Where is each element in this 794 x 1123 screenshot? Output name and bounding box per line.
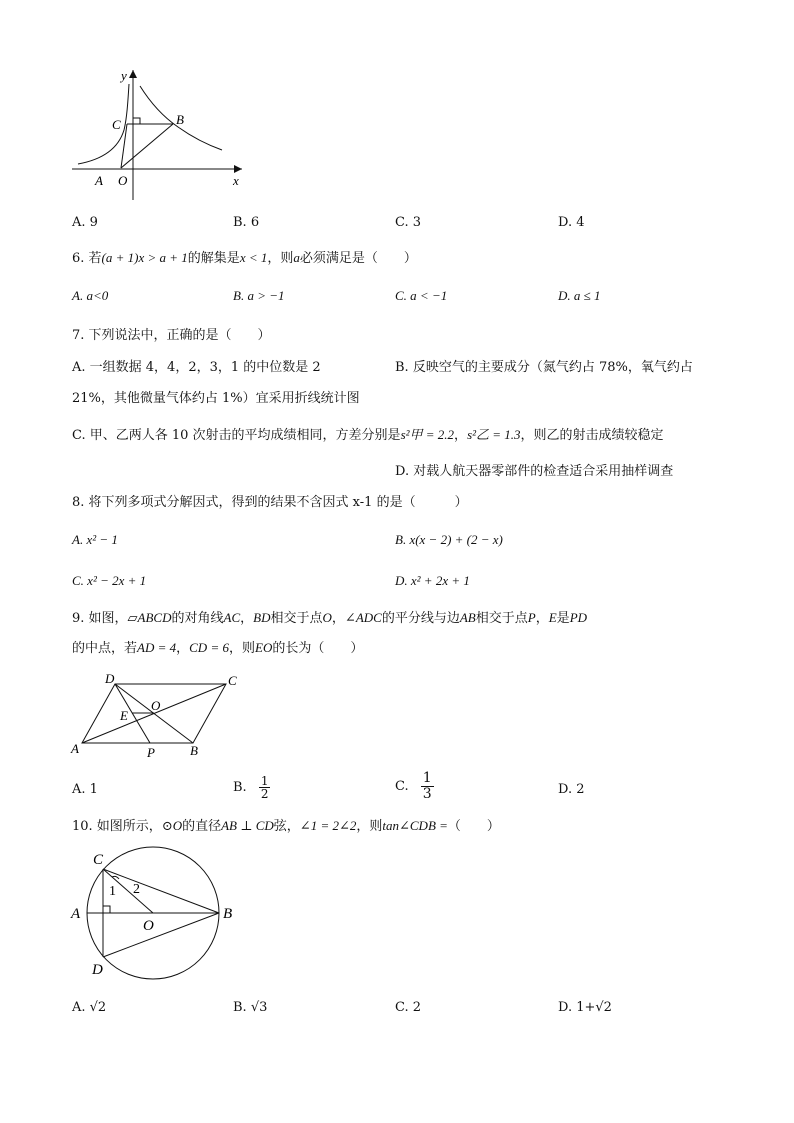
q9-option-c-label: C.: [395, 779, 409, 794]
label-c: C: [93, 852, 104, 868]
label-e: E: [120, 708, 128, 723]
q7-option-c-prefix: C. 甲、乙两人各 10 次射击的平均成绩相同，方差分别是: [72, 428, 401, 443]
q9-math: EO: [255, 640, 273, 655]
q10-option-b: B. √3: [233, 1000, 268, 1015]
q6-variable: a: [293, 250, 300, 265]
q9-option-b-label: B.: [233, 780, 247, 795]
label-angle-2: 2: [133, 882, 140, 897]
q6-option-b: B. a > −1: [233, 288, 285, 303]
q8-option-d: D. x² + 2x + 1: [395, 573, 470, 588]
label-d: D: [105, 671, 115, 686]
q6-inequality: (a + 1)x > a + 1: [101, 250, 188, 265]
q7-variance-jia: s²甲 = 2.2: [400, 427, 455, 442]
q6-stem-mid2: ，则: [267, 251, 294, 266]
q9-text: 相交于点: [270, 611, 323, 626]
q10-option-a: A. √2: [72, 1000, 107, 1015]
q6-solution: x < 1: [239, 250, 268, 265]
segment-db: [103, 913, 219, 957]
q9-text: 的中点，若: [72, 641, 138, 656]
q6-stem-mid: 的解集是: [187, 251, 240, 266]
q10-text: （ ）: [447, 819, 500, 834]
q9-math: CD = 6: [189, 640, 229, 655]
q5-option-a: A. 9: [72, 215, 98, 230]
q9-math: P: [527, 610, 536, 625]
label-c: C: [112, 117, 121, 132]
label-b: B: [176, 112, 184, 127]
q6-stem-prefix: 6. 若: [72, 251, 102, 266]
label-x: x: [233, 173, 239, 188]
segment-cb: [103, 869, 219, 913]
q5-option-d: D. 4: [558, 215, 585, 230]
q9-option-b-numerator: 1: [260, 774, 269, 788]
q8-stem: 8. 将下列多项式分解因式，得到的结果不含因式 x-1 的是（ ）: [72, 495, 468, 510]
q7-option-a: A. 一组数据 4，4，2，3，1 的中位数是 2: [72, 360, 321, 375]
q9-text: 9. 如图，: [72, 611, 128, 626]
q7-option-c-sep: ，: [454, 428, 468, 443]
q10-math: tan∠CDB =: [382, 818, 448, 833]
q10-math: ⊙O: [161, 818, 183, 833]
label-y: y: [121, 68, 127, 83]
q7-option-b-line2: 21%，其他微量气体约占 1%）宜采用折线统计图: [72, 391, 360, 406]
q10-math: AB ⊥ CD: [221, 818, 274, 833]
q9-math: AC: [223, 610, 241, 625]
q5-option-b: B. 6: [233, 215, 260, 230]
q9-text: 的长为（ ）: [272, 641, 364, 656]
q9-math: O: [322, 610, 332, 625]
q8-option-a: A. x² − 1: [72, 532, 118, 547]
label-a: A: [71, 741, 79, 756]
q9-text: ，: [331, 611, 345, 626]
q10-text: ，则: [356, 819, 383, 834]
q9-math: PD: [569, 610, 588, 625]
q7-stem: 7. 下列说法中，正确的是（ ）: [72, 328, 271, 343]
q10-text: 10. 如图所示，: [72, 819, 162, 834]
q9-math: E: [548, 610, 557, 625]
label-angle-1: 1: [109, 884, 116, 899]
q9-math: BD: [253, 610, 271, 625]
q10-option-c: C. 2: [395, 1000, 422, 1015]
q9-text: ，: [240, 611, 254, 626]
q9-text: 的对角线: [171, 611, 224, 626]
q6-option-c: C. a < −1: [395, 288, 448, 303]
q9-text: ，: [176, 641, 190, 656]
q9-text: 是: [556, 611, 570, 626]
q9-text: 的平分线与边: [381, 611, 460, 626]
q9-option-d: D. 2: [558, 782, 585, 797]
q7-option-b-line1: B. 反映空气的主要成分（氮气约占 78%，氧气约占: [395, 360, 693, 375]
label-a: A: [71, 906, 81, 922]
q9-math: AD = 4: [137, 640, 177, 655]
q6-stem-suffix: 必须满足是（ ）: [299, 251, 417, 266]
right-angle-mark: [103, 906, 110, 913]
q9-option-c-numerator: 1: [422, 770, 432, 786]
q7-option-d: D. 对载人航天器零部件的检查适合采用抽样调查: [395, 464, 674, 479]
label-o: O: [151, 698, 161, 713]
q8-option-b: B. x(x − 2) + (2 − x): [395, 532, 503, 547]
q5-option-c: C. 3: [395, 215, 422, 230]
q10-math: ∠1 = 2∠2: [299, 818, 357, 833]
q6-option-a: A. a<0: [72, 288, 109, 303]
q9-parallelogram: ▱ABCD: [127, 610, 172, 625]
label-d: D: [92, 962, 103, 978]
label-b: B: [223, 906, 233, 922]
q7-option-c-suffix: ，则乙的射击成绩较稳定: [520, 428, 664, 443]
q9-option-b-denominator: 2: [260, 787, 269, 801]
q10-text: 弦，: [273, 819, 300, 834]
q9-text: 相交于点: [475, 611, 528, 626]
label-c: C: [228, 673, 237, 688]
q10-option-d: D. 1+√2: [558, 1000, 612, 1015]
q9-text: ，则: [228, 641, 255, 656]
q7-variance-yi: s²乙 = 1.3: [467, 427, 521, 442]
label-a: A: [95, 173, 103, 188]
label-p: P: [147, 745, 155, 760]
q9-option-c-denominator: 3: [422, 786, 432, 802]
q9-text: ，: [535, 611, 549, 626]
q10-text: 的直径: [182, 819, 222, 834]
q9-math: AB: [459, 610, 476, 625]
label-o: O: [143, 918, 154, 934]
label-b: B: [190, 743, 198, 758]
q8-option-c: C. x² − 2x + 1: [72, 573, 147, 588]
label-o: O: [118, 173, 128, 188]
q6-option-d: D. a ≤ 1: [558, 288, 601, 303]
q9-option-a: A. 1: [72, 782, 98, 797]
q9-math: ∠ADC: [344, 610, 382, 625]
